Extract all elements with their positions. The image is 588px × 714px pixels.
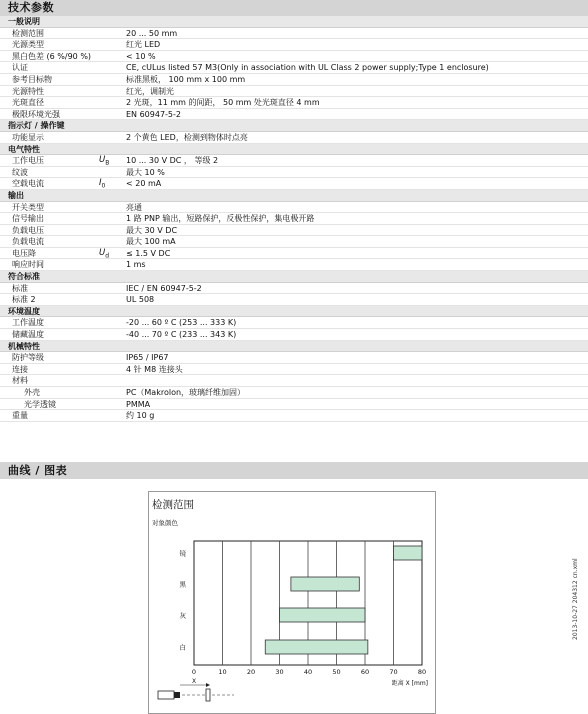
spec-group-label: 一般说明 [8,17,40,26]
x-tick-label: 30 [275,668,284,676]
spec-row [0,28,588,40]
distance-label: X [191,678,197,685]
x-tick-label: 60 [360,668,370,676]
spec-value: 最大 100 mA [126,237,176,247]
spec-group-header [0,144,588,156]
spec-group-label: 符合标准 [8,272,40,282]
spec-value: 红光 LED [126,40,161,50]
symbol-subscript: d [105,252,110,260]
spec-row [0,399,588,411]
category-label: 镜 [179,549,186,558]
symbol-main: I [99,178,102,189]
spec-label: 负载电流 [12,237,44,247]
spec-value: ≤ 1.5 V DC [126,248,171,258]
x-tick-label: 80 [417,668,427,676]
chart-title: 检测范围 [152,499,194,511]
spec-row [0,86,588,98]
spec-row [0,387,588,399]
spec-value: CE, cULus listed 57 M3(Only in association with UL Class 2 power supply;Type 1 enclosure) [126,63,489,73]
spec-group-header [0,341,588,353]
spec-value: 1 路 PNP 输出，短路保护，反极性保护，集电极开路 [126,214,315,224]
spec-row [0,109,588,121]
spec-value: PMMA [126,399,151,409]
spec-row [0,178,588,190]
category-label: 灰 [179,611,186,620]
spec-label: 电压降 [12,248,36,258]
spec-row [0,329,588,341]
spec-row [0,352,588,364]
spec-table [0,16,588,422]
spec-group-header [0,16,588,28]
spec-label: 开关类型 [12,202,44,212]
chart-frame [148,491,436,714]
spec-row [0,97,588,109]
spec-value: 4 针 M8 连接头 [126,364,183,374]
section-header-tech [0,0,588,16]
spec-value: 最大 30 V DC [126,225,178,235]
spec-label: 重量 [12,411,28,421]
x-tick-label: 40 [303,668,313,676]
spec-group-label: 环境温度 [8,306,40,316]
x-tick-label: 20 [246,668,256,676]
spec-label: 防护等级 [12,353,44,363]
x-tick-label: 70 [389,668,398,676]
spec-value: IP65 / IP67 [126,353,169,363]
spec-label: 信号输出 [12,214,44,224]
spec-value: 标准黑板， 100 mm x 100 mm [126,74,246,84]
spec-row [0,202,588,214]
spec-label: 光源类型 [12,40,44,50]
section-header-curves [0,462,588,479]
chart-subtitle: 对象颜色 [152,519,178,527]
x-axis-label: 距离 X [mm] [391,680,428,687]
symbol-main: U [99,247,106,258]
symbol-subscript: B [105,159,110,167]
section-title: 曲线 / 图表 [8,464,68,477]
spec-label: 检测范围 [12,28,44,38]
spec-row [0,248,588,260]
spec-label: 标准 [12,283,28,293]
spec-row [0,155,588,167]
spec-row [0,259,588,271]
spec-row [0,213,588,225]
spec-group-header [0,120,588,132]
spec-value: 1 ms [126,260,146,270]
spec-row [0,375,588,387]
spec-group-label: 机械特性 [8,341,40,351]
spec-value: -20 ... 60 º C (253 ... 333 K) [126,318,237,328]
spec-label: 功能显示 [12,132,44,142]
spec-value: < 20 mA [126,179,162,189]
spec-group-header [0,306,588,318]
spec-value: 亮通 [126,202,142,212]
document-id-note: 2013-10-27 204312 cn.xml [572,558,579,640]
spec-row [0,364,588,376]
spec-label: 空载电流 [12,179,44,189]
spec-value: -40 ... 70 º C (233 ... 343 K) [126,330,237,340]
spec-value: 最大 10 % [126,167,165,177]
spec-value: IEC / EN 60947-5-2 [126,283,202,293]
spec-label: 储藏温度 [12,330,44,340]
spec-row [0,167,588,179]
spec-row [0,236,588,248]
spec-row [0,225,588,237]
spec-group-label: 输出 [8,190,24,200]
spec-label: 标准 2 [12,295,36,305]
spec-label: 纹波 [12,167,28,177]
spec-label: 负载电压 [12,225,44,235]
spec-row [0,410,588,422]
x-tick-label: 50 [332,668,341,676]
spec-group-label: 电气特性 [8,144,40,154]
spec-value: 2 个黄色 LED，检测到物体时点亮 [126,132,248,142]
spec-value: UL 508 [126,295,155,305]
spec-group-header [0,190,588,202]
spec-label: 材料 [12,376,28,386]
spec-value: 20 ... 50 mm [126,28,178,38]
spec-label: 外壳 [24,388,40,397]
spec-value: 约 10 g [126,411,155,421]
spec-value: < 10 % [126,51,156,61]
spec-label: 光学透镜 [24,399,56,409]
spec-label: 光斑直径 [12,98,44,108]
spec-group-header [0,271,588,283]
symbol-subscript: 0 [101,183,106,190]
spec-label: 极限环境光强 [12,109,60,119]
spec-label: 光源特性 [12,86,44,96]
spec-row [0,317,588,329]
symbol-main: U [99,155,106,166]
spec-value: 10 ... 30 V DC ， 等级 2 [126,156,219,166]
x-tick-label: 10 [218,668,227,676]
spec-value: 红光，调制光 [126,86,174,96]
category-label: 白 [179,643,186,652]
spec-row [0,132,588,144]
spec-row [0,74,588,86]
spec-row [0,294,588,306]
spec-group-label: 指示灯 / 操作键 [8,121,65,131]
spec-value: EN 60947-5-2 [126,109,181,119]
section-title: 技术参数 [8,1,54,14]
spec-row [0,39,588,51]
category-label: 黑 [179,580,186,589]
spec-label: 响应时间 [12,260,44,270]
spec-value: PC（Makrolon，玻璃纤维加固） [126,388,246,397]
spec-label: 参考目标物 [12,74,52,84]
spec-row [0,51,588,63]
spec-label: 工作温度 [12,318,44,328]
spec-label: 工作电压 [12,156,44,166]
spec-label: 黑白色差 (6 %/90 %) [12,51,92,61]
spec-label: 认证 [12,63,28,73]
spec-row [0,283,588,295]
x-tick-label: 0 [191,668,197,676]
spec-value: 2 光斑，11 mm 的间距， 50 mm 处光斑直径 4 mm [126,98,320,108]
spec-row [0,62,588,74]
spec-label: 连接 [12,364,28,374]
